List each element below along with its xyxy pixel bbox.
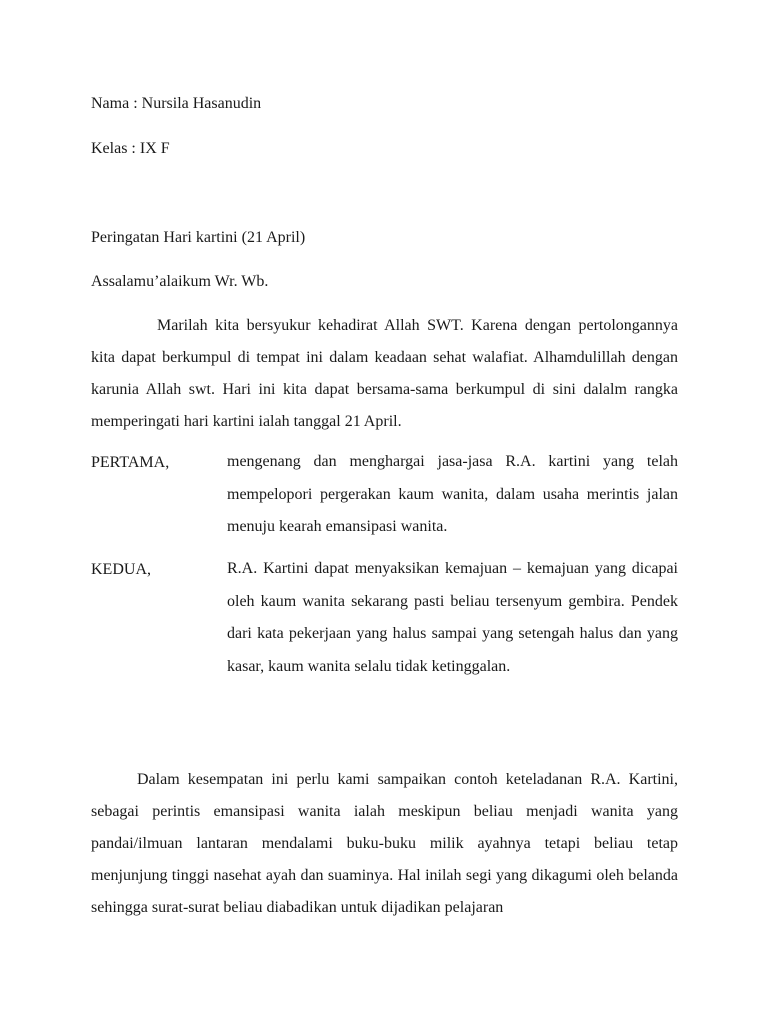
point-label-second: KEDUA, [91,561,151,578]
point-text-first: mengenang dan menghargai jasa-jasa R.A. kartini yang telah mempelopori pergerakan kaum wanita, dalam usaha merintis jalan menuju kearah emansipasi wanita. [227,453,678,535]
student-name-line: Nama : Nursila Hasanudin [91,95,262,112]
student-class-line: Kelas : IX F [91,140,170,157]
greeting-line: Assalamu’alaikum Wr. Wb. [91,273,269,290]
point-label-first: PERTAMA, [91,454,170,471]
point-text-second: R.A. Kartini dapat menyaksikan kemajuan – kemajuan yang dicapai oleh kaum wanita sekarang pasti beliau tersenyum gembira. Pendek dari kata pekerjaan yang halus sampai yang setengah halus dan yang kasar, kaum wanita selalu tidak ketinggalan. [227,560,678,675]
intro-paragraph: Marilah kita bersyukur kehadirat Allah SWT. Karena dengan pertolongannya kita dapat berkumpul di tempat ini dalam keadaan sehat walafiat. Alhamdulillah dengan karunia Allah swt. Hari ini kita dapat bersama-sama berkumpul di sini dalalm rangka memperingati hari kartini ialah tanggal 21 April. [91,317,678,430]
speech-title: Peringatan Hari kartini (21 April) [91,229,306,246]
closing-paragraph: Dalam kesempatan ini perlu kami sampaikan contoh keteladanan R.A. Kartini, sebagai perintis emansipasi wanita ialah meskipun beliau menjadi wanita yang pandai/ilmuan lantaran mendalami buku-buku milik ayahnya tetapi beliau tetap menjunjung tinggi nasehat ayah dan suaminya. Hal inilah segi yang dikagumi oleh belanda sehingga surat-surat beliau diabadikan untuk dijadikan pelajaran [91,771,678,916]
